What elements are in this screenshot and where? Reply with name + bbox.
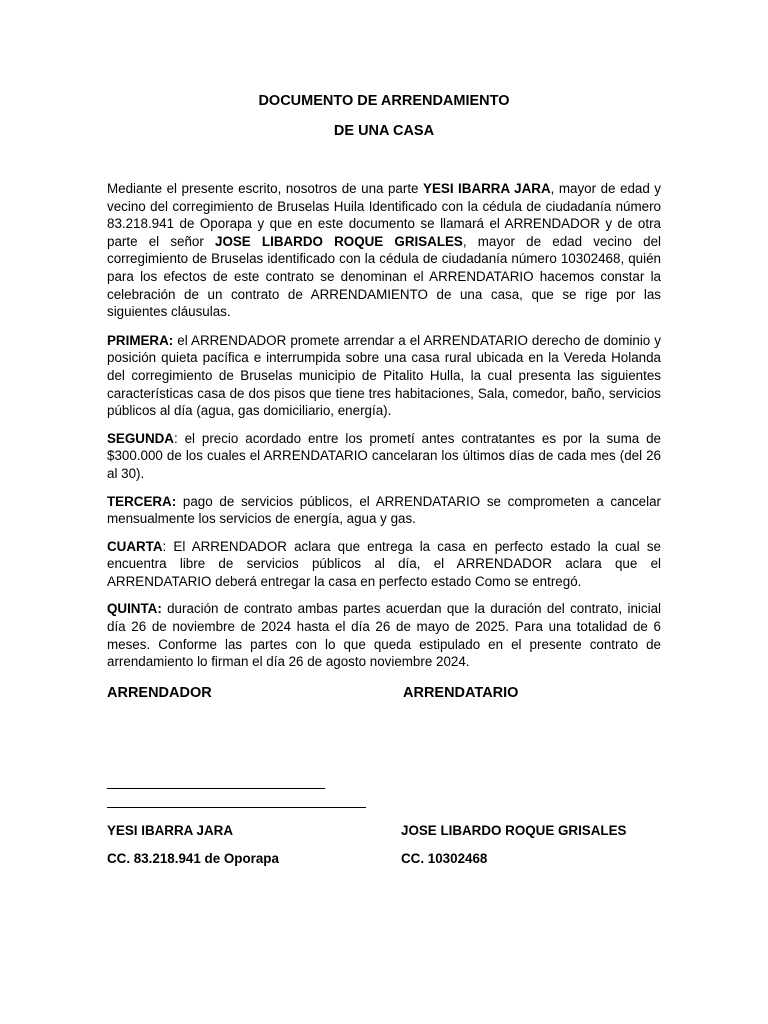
- document-body: [107, 180, 661, 681]
- clause-text: pago de servicios públicos, el ARRENDATARIO se comprometen a cancelar mensualmente los servicios de energía, agua y gas.: [107, 493, 661, 527]
- intro-text-3: , mayor de edad vecino del corregimiento de Bruselas identificado con la cédula de ciudadanía número 10302468, quién para los efectos de este contrato se denominan el ARRENDATARIO hacemos constar la celebración de un contrato de ARRENDAMIENTO de una casa, que se rige por las siguientes cláusulas.: [107, 233, 661, 320]
- intro-text-2: , mayor de edad y vecino del corregimiento de Bruselas Huila Identificado con la cédula de ciudadanía número 83.218.941 de Oporapa y que en este documento se llamará el ARRENDADOR y de otra parte el señor: [107, 181, 661, 249]
- clause-segunda: [107, 430, 661, 483]
- clause-primera: [107, 332, 661, 420]
- clause-text: el ARRENDADOR promete arrendar a el ARRENDATARIO derecho de dominio y posición quieta pacífica e interrumpida sobre una casa rural ubicada en la Vereda Holanda del corregimiento de Bruselas municipio de Pitalito Hulla, la cual presenta las siguientes características casa de dos pisos que tiene tres habitaciones, Sala, comedor, baño, servicios públicos al día (agua, gas domiciliario, energía).: [107, 332, 661, 419]
- clause-label: PRIMERA:: [107, 332, 174, 348]
- arrendatario-name: JOSE LIBARDO ROQUE GRISALES: [215, 233, 463, 249]
- clause-text: : el precio acordado entre los prometí antes contratantes es por la suma de $300.000 de los cuales el ARRENDATARIO cancelaran los últimos días de cada mes (del 26 al 30).: [107, 430, 661, 481]
- arrendador-id-number: CC. 83.218.941 de Oporapa: [107, 851, 279, 866]
- clause-text: : El ARRENDADOR aclara que entrega la casa en perfecto estado la cual se encuentra libre de servicios públicos al día, el ARRENDADOR aclara que el ARRENDATARIO deberá entregar la casa en perfecto estado Como se entregó.: [107, 538, 661, 589]
- clause-label: QUINTA:: [107, 601, 162, 617]
- clause-label: CUARTA: [107, 538, 163, 554]
- clause-cuarta: [107, 538, 661, 591]
- clause-quinta: [107, 600, 661, 670]
- intro-text-1: Mediante el presente escrito, nosotros de una parte: [107, 181, 424, 196]
- arrendador-role-label: ARRENDADOR: [107, 685, 212, 701]
- arrendatario-role-label: ARRENDATARIO: [403, 685, 519, 701]
- arrendador-name: YESI IBARRA JARA: [423, 181, 551, 196]
- clause-label: TERCERA:: [107, 493, 177, 509]
- signature-line: [107, 788, 325, 789]
- document-subtitle: DE UNA CASA: [333, 123, 435, 139]
- arrendador-signature-name: YESI IBARRA JARA: [107, 823, 233, 838]
- document-title: DOCUMENTO DE ARRENDAMIENTO: [258, 93, 510, 109]
- clause-label: SEGUNDA: [107, 430, 174, 446]
- clause-text: duración de contrato ambas partes acuerdan que la duración del contrato, inicial día 26 de noviembre de 2024 hasta el día 26 de mayo de 2025. Para una totalidad de 6 meses. Conforme las partes con lo que queda estipulado en el presente contrato de arrendamiento lo firman el día 26 de agosto noviembre 2024.: [107, 601, 661, 670]
- arrendatario-signature-name: JOSE LIBARDO ROQUE GRISALES: [401, 823, 627, 838]
- intro-paragraph: [107, 180, 661, 321]
- signature-line: [107, 807, 366, 808]
- clause-tercera: [107, 493, 661, 528]
- arrendatario-id-number: CC. 10302468: [401, 851, 488, 866]
